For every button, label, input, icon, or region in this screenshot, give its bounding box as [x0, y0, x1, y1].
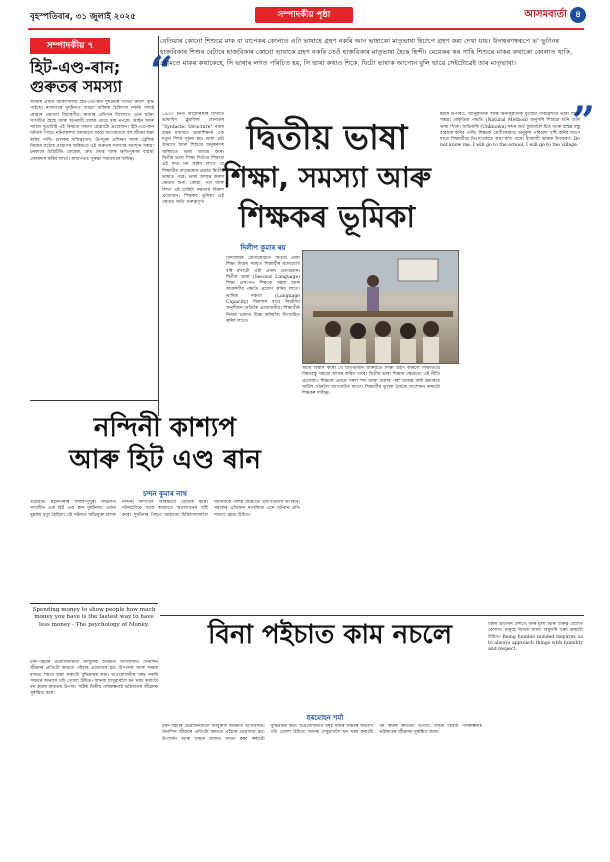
classroom-illustration	[303, 251, 458, 363]
editorial-body: অসমৰ প্ৰধান চিকিৎসালয় হিট-এণ্ড-ৰান দুৰ্ঘটনাৰ সংখ্যা ক্ৰমাৎ বৃদ্ধি পাইছে। ৰাজপথৰ দুৰ্ঘটনাত আহত ব্যক্তিক চিকিৎসা নকৰি পলাই যোৱাৰ প্ৰৱণতা বিচাৰণীয়। ৰাজ্যৰ প্ৰতিখন জিলাতে এনে ঘটনা সংঘটিত হৈছে আৰু অপৰাধী চালক প্ৰায়ে ধৰা নপৰে। আইন আৰু সমাজ দুয়োটাই এই বিষয়ত সজাগ হোৱাটো প্ৰয়োজন। হিট-এণ্ড-ৰান ঘটনাৰ পিছত ঘটনাস্থলত সময়মতে সহায় আগবঢ়ালে বহু জীৱন ৰক্ষা কৰিব পাৰি। চালকৰ দায়িত্ববোধ, উপযুক্ত প্ৰশিক্ষণ আৰু ট্ৰেফিক নিয়মৰ কঠোৰ প্ৰয়োগৰ জৰিয়তে এই গুৰুতৰ সমস্যাৰ সমাধান সম্ভৱ। চৰকাৰে চিচিটিভি কেমেৰা, দ্ৰুত তদন্ত আৰু ক্ষতিপূৰণৰ ব্যৱস্থা জোৰদাৰ কৰিব লাগে। ৰাজপথত সুৰক্ষা সকলোৰে দায়িত্ব।	[30, 100, 154, 162]
header-rule	[28, 28, 584, 30]
brand-logo	[524, 7, 586, 24]
third-article-author: হৰমোহন শৰ্মা	[306, 714, 344, 722]
main-article-author: দিলীপ কুমাৰ ৰয়	[240, 244, 286, 252]
editorial-title	[30, 58, 155, 96]
third-article-side: বিশ্বৰ প্ৰতিখন দেশতে ধনৰ মূল্য আৰু গুৰুত্ব বেলেগ বেলেগ। মানুহে নিজৰ সামৰ্থ অনুসৰি খৰচ কৰাটো উচিত। Being humble minded requires us to always approach things with humility and respect.	[488, 622, 583, 653]
english-quote: Spending money to show people how much money you have is the fastest way to have less money - The psychology of Money.	[32, 607, 156, 628]
main-title-line1: দ্বিতীয় ভাষা	[246, 118, 408, 158]
third-article-rule	[160, 615, 584, 616]
main-title-line3: শিক্ষকৰ ভূমিকা	[238, 200, 416, 235]
main-article-title	[222, 118, 432, 238]
classroom-photo	[302, 250, 459, 364]
pull-quote: বেতিয়াৰ কোনো শিশুৱে মাক বা বাপেকৰ কোলাত এটা ভাষাহে গ্ৰহণ নকৰি আন ভাষাকো মাতৃভাষা হিচাপে গ্ৰহণ কৰা দেখা যায়। উদাহৰণস্বৰূপে ভ' ভুটানৰ হাজবিকাৰ শিশুৰ বেটাৰে হাজবিকাৰ কোনো ভাষাকে গ্ৰহণ নকৰি তেওঁ হাজবিকাৰ মাতৃভাষা হৈছে হিন্দী। মেয়েকৰ কৰ পাৰি শিশুৰে মাকৰ কথাকো কোলাত থাকি, প্ৰথমতে মাকৰ কথাকেহে, সি ভাষাৰ লগত পৰিচিত হয়, সি ভাষা কথাও শিকে, যিটো ভাষাক আপোন বুলি ভাৱে সেইটোৱেই তাৰ মাতৃভাষা।	[160, 37, 573, 67]
editorial-title-line2: গুৰুতৰ সমস্যা	[30, 77, 123, 96]
second-article-author: চন্দন কুমাৰ নাথ	[143, 490, 187, 498]
editorial-badge: সম্পাদকীয় ৭	[30, 38, 110, 54]
page-header	[0, 0, 610, 30]
second-title-line1: নন্দিনী কাশ্যপ	[93, 413, 237, 443]
section-rule	[30, 400, 158, 401]
second-title-line2: আৰু হিট এণ্ড ৰান	[69, 445, 261, 475]
second-article-body: গুৱাহাটী মহানগৰীৰ দীঘলীপুখুৰী অঞ্চলত সংঘটিত এক হিট এণ্ড ৰান দুৰ্ঘটনাত এজন যুৱকৰ মৃত্যু হৈছিল। এই ঘটনাত অভিযুক্ত চালক নন্দিনী কাশ্যপক আৰক্ষীয়ে গ্ৰেপ্তাৰ কৰে। ঘটনাটোৱে সমগ্ৰ ৰাজ্যতে আলোড়নৰ সৃষ্টি কৰে। দুৰ্ঘটনাৰ পিছত আহতক চিকিৎসালয়লৈ নিনিয়াকৈ পলাই যোৱাটো এক দণ্ডনীয় অপৰাধ। সমাজৰ প্ৰতিজন নাগৰিকে এনে ঘটনাৰ প্ৰতি সজাগ হোৱা উচিত।	[30, 500, 300, 518]
third-article-left-col: টকা-পইচাৰ প্ৰয়োজনীয়তা আধুনিক জীৱনত অপৰিসীম। দৈনন্দিন জীৱনৰ প্ৰতিটো কামতে পইচাৰ প্ৰয়োজন হয়। উপাৰ্জন আৰু খৰচৰ মাজত সমতা ৰক্ষা কৰাটো বুদ্ধিমানৰ কাম। অপ্ৰয়োজনীয় খৰচ নকৰি সঞ্চয়ৰ অভ্যাস গঢ়ি তোলা উচিত। আনক দেখুৱাবলৈ ধন খৰচ কৰাটো ধন কমাৰ দ্ৰুততম উপায়। সঠিক বিত্তীয় পৰিকল্পনাই ভৱিষ্যতৰ জীৱনক সুৰক্ষিত কৰে।	[30, 660, 158, 697]
quote-rule	[30, 603, 158, 604]
third-article-title: বিনা পইচাত কাম নচলে	[208, 620, 452, 650]
quote-close-icon: ”	[572, 98, 596, 145]
issue-date: বৃহস্পতিবাৰ, ৩১ জুলাই ২০২৫	[30, 12, 136, 22]
page-number: ৪	[570, 7, 586, 23]
main-article-col1: ১৯৩০ চনত আমেৰিকাৰ বিখ্যাত ভাষাবিদ ব্লুমফিল্ড লেনাৰ্ডৰ "Syntactic Structure" নামৰ গ্ৰন্থৰ মাধ্যমত ভাষাশিক্ষাৰ এক নতুন দিশৰ সূচনা হয়। ভাষা এটা অভ্যাস আৰু শিশুৱে অনুকৰণৰ জৰিয়তে ভাষা আয়ত্ত কৰে। দ্বিতীয় ভাষা শিক্ষা দিওঁতে শিক্ষকে এই কথা মন কৰিব লাগে যে শিক্ষাৰ্থীৰ মাতৃভাষাৰ প্ৰভাৱ দ্বিতীয় ভাষাত পৰে। ভাষা আয়ত্ত কৰাৰ ক্ষেত্ৰত শুনা, কোৱা, পঢ়া আৰু লিখা এই চাৰিটা দক্ষতাৰ বিকাশ প্ৰয়োজন। শিক্ষকৰ ভূমিকা এই ক্ষেত্ৰত অতি গুৰুত্বপূৰ্ণ।	[162, 112, 224, 206]
editorial-title-line1: হিট-এণ্ড-ৰান;	[30, 58, 121, 77]
quote-open-icon: “	[150, 48, 174, 95]
main-article-col4-continued	[440, 250, 580, 446]
brand-name: আসমবাৰ্তা	[524, 9, 567, 20]
main-article-col4: ইয়াৰ উপৰিও, আনুষ্ঠানিক আৰু অনানুষ্ঠানিক দুয়োটা পৰিৱেশতে ভাষা শিক্ষা সম্ভৱ। প্ৰাকৃতিক পদ্ধতি (Natural Method) অনুসৰি শিশুৱে শুনি শুনি ভাষা শিকে। অচিনাকি (Unknown) শব্দৰ অৰ্থ বুজাবলৈ চিত্ৰ আৰু বাস্তৱ বস্তু ব্যৱহাৰ কৰিব পাৰি। শিক্ষকে শ্ৰেণীকোঠাত অনুকূল পৰিৱেশ সৃষ্টি কৰিব লাগে যাতে শিক্ষাৰ্থীয়ে নিঃসংকোচে কথা ক'ব পাৰে। ইংৰাজী ভাষাৰ উদাহৰণ: Do not know me, I will go to the school, I will go to the village.	[440, 112, 580, 149]
section-label: সম্পাদকীয় পৃষ্ঠা	[255, 7, 353, 23]
main-title-line2: শিক্ষা, সমস্যা আৰু	[222, 161, 432, 194]
main-article-col3: আমি বিশ্বাস কৰোঁ যে মাতৃভাষাৰ জৰিয়তে শিক্ষা গ্ৰহণ কৰিলে শিক্ষাৰ্থীয়ে বিষয়বস্তু সহজে আয়ত্ত কৰিব পাৰে। দ্বিতীয় ভাষা শিক্ষাৰ ক্ষেত্ৰতো এই নীতি প্ৰযোজ্য। শিক্ষকে প্ৰথমে সৰল শব্দ আৰু বাক্যৰ পৰা আৰম্ভ কৰি ক্ৰমান্বয়ে জটিল গঠনলৈ আগবাঢ়িব লাগে। শিক্ষাৰ্থীৰ ভুলক ধৈৰ্যৰে সংশোধন কৰাটো শিক্ষকৰ দায়িত্ব।	[302, 366, 440, 397]
third-article-body: টকা-পইচাৰ প্ৰয়োজনীয়তা আধুনিক জীৱনত অপৰিসীম। দৈনন্দিন জীৱনৰ প্ৰতিটো কামতে পইচাৰ প্ৰয়োজন হয়। উপাৰ্জন আৰু খৰচৰ মাজত সমতা ৰক্ষা কৰাটো বুদ্ধিমানৰ কাম। অপ্ৰয়োজনীয় খৰচ নকৰি সঞ্চয়ৰ অভ্যাস গঢ়ি তোলা উচিত। আনক দেখুৱাবলৈ ধন খৰচ কৰাটো ধন কমাৰ দ্ৰুততম উপায়। সঠিক বিত্তীয় পৰিকল্পনাই ভৱিষ্যতৰ জীৱনক সুৰক্ষিত কৰে।	[162, 724, 482, 742]
second-article-title	[30, 412, 300, 476]
main-article-col2: বিদ্যালয়ৰ শ্ৰেণীকোঠাত দ্বিতীয় ভাষা শিক্ষা দিয়াৰ সময়ত শিক্ষাৰ্থীৰ মনোযোগ ধৰি ৰখাটো এটা প্ৰধান প্ৰত্যাহ্বান। দ্বিতীয় ভাষা (Second Language) শিক্ষা প্ৰসংগত শিক্ষকে সহজ আৰু আকৰ্ষণীয় পদ্ধতি প্ৰয়োগ কৰিব লাগে। ভাষিক দক্ষতা (Language Capacity) বিকাশৰ বাবে নিয়মীয়া অনুশীলন অতিকৈ প্ৰয়োজনীয়। শিক্ষাৰ্থীক নিজৰ ভাষাত চিন্তা কৰিবলৈ উৎসাহিত কৰিব লাগে।	[226, 256, 300, 324]
main-article-col3-top	[302, 240, 440, 250]
